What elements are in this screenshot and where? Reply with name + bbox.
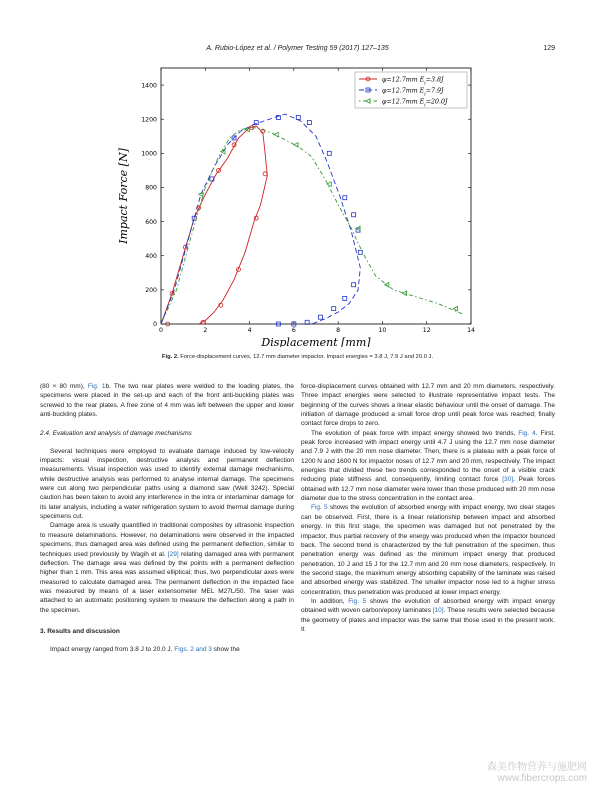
- legend-label-part: mm E: [405, 87, 425, 95]
- ref-29-link[interactable]: [29]: [167, 550, 179, 558]
- series-line-3: [161, 128, 462, 324]
- data-point-square: [332, 307, 336, 311]
- legend-label-part: i: [424, 102, 426, 108]
- ref-10-link[interactable]: [10]: [432, 607, 444, 615]
- left-column: [40, 382, 294, 655]
- right-column: [301, 382, 555, 634]
- text-run: . First, peak force increased with impact energy until 4.7 J using the 12.7 mm nose diameter and 7.9 J with the 20 mm nose diameter. Then, there is a plateau with a peak force of 1200 N and 1600 N for impactor noses of 12.7 mm and 20 mm, respectively. The impact energies that divided these two trends corresponded to the onset of a visible crack reducing plate stiffness and, consequently, limiting contact force: [301, 429, 555, 484]
- fig5-link[interactable]: Fig. 5: [348, 597, 367, 605]
- watermark: [487, 762, 587, 784]
- text-run: The evolution of peak force with impact energy showed two trends,: [311, 429, 519, 437]
- data-point-square: [343, 296, 347, 300]
- figs-2-3-link[interactable]: Figs. 2 and 3: [174, 646, 212, 654]
- fig4-link[interactable]: Fig. 4: [518, 429, 536, 437]
- text-run: . These results were selected because the geometry of plates and impactor was the same that those used in the present work. It: [301, 607, 555, 633]
- legend-label-part: =7.9J: [425, 87, 444, 95]
- data-point-square: [343, 196, 347, 200]
- text-run: show the: [211, 646, 240, 654]
- y-tick-label: 200: [145, 287, 157, 295]
- legend-label-part: =20.0J: [425, 98, 448, 106]
- y-tick-label: 400: [145, 252, 157, 260]
- legend-label-part: mm E: [405, 98, 425, 106]
- left-paragraph-2: Several techniques were employed to evaluate damage induced by low-velocity impacts: visual inspection, destructive analysis and permanent deflection measurements. Visual inspection was used to identify external damage mechanisms, while destructive analysis was performed to analyse internal damage. The specimens were cut along two perpendicular paths using a diamond saw (Well 3242). Special caution has been taken to avoid any interference in the intra or interlaminar damage for its later analysis, including a water refrigeration system to avoid thermal damage during specimens cut.: [40, 447, 294, 521]
- text-run: relating damaged area with permanent deflection. The damage area was defined by the points with a permanent deflection higher than 1 mm. This area was assumed elliptical; thus, two perpendicular axes were measured to calculate damaged area. The permanent deflection in the impacted face was measured by means of a laser extensometer MEL M27L/50. The laser was attached to an automatic positioning system to measure the deflection along a path in the specimen.: [40, 550, 294, 614]
- x-tick-label: 10: [378, 327, 387, 334]
- series-line-1: [161, 126, 267, 324]
- section-heading-3: 3. Results and discussion: [40, 627, 120, 635]
- ref-30-link[interactable]: [30]: [502, 476, 514, 484]
- data-point-square: [318, 315, 322, 319]
- x-tick-label: 2: [203, 327, 208, 334]
- y-axis-label: Impact Force [N]: [117, 148, 130, 244]
- data-point-triangle: [327, 182, 331, 187]
- text-run: shows the evolution of absorbed energy with impact energy obtained with woven carbon/epoxy laminates: [301, 597, 555, 615]
- figure-caption: [40, 354, 555, 360]
- left-paragraph-3: [40, 521, 294, 614]
- text-run: Damage area is usually quantified in traditional composites by ultrasonic inspection to measure delaminations. However, no delaminations were observed in the impacted specimens, thus damaged area was defined using the permanent deflection, similar to techniques used previously by Wagih et al.: [40, 522, 294, 558]
- x-tick-label: 0: [159, 327, 163, 334]
- x-axis-label: Displacement [mm]: [261, 336, 371, 347]
- data-point-square: [358, 250, 362, 254]
- data-point-circle: [263, 172, 267, 176]
- right-paragraph-2: [301, 429, 555, 504]
- figure-label: Fig. 2.: [161, 354, 179, 360]
- text-run: b. The two rear plates were welded to the loading plates, the specimens were placed in the set-up and each of the front anti-buckling plates was screwed to the rear plates. A free zone of 4 mm was left between the upper and lower anti-buckling plates.: [40, 383, 294, 419]
- right-paragraph-4: [301, 597, 555, 634]
- y-tick-label: 600: [145, 218, 157, 226]
- y-tick-label: 800: [145, 184, 157, 192]
- x-tick-label: 14: [467, 327, 475, 334]
- legend-label-part: φ=12.7: [382, 87, 406, 95]
- x-tick-label: 4: [247, 327, 252, 334]
- text-run: . Peak forces obtained with 12.7 mm nose diameter were lower than those produced with 20 mm nose diameter due to the stress concentration in the contact area.: [301, 476, 555, 503]
- text-run: Impact energy ranged from 3.8 J to 20.0 J.: [50, 646, 175, 654]
- x-tick-label: 6: [291, 327, 296, 334]
- page-number: 129: [543, 45, 555, 52]
- legend-label-part: mm E: [405, 76, 425, 84]
- left-paragraph-1: [40, 382, 294, 419]
- data-point-square: [352, 213, 356, 217]
- watermark-line-1: 森美作物营养与施肥网: [487, 762, 587, 773]
- legend-label-part: φ=12.7: [382, 98, 406, 106]
- running-header: [40, 45, 555, 59]
- running-title: A. Rubio-López et al. / Polymer Testing 59 (2017) 127–135: [206, 45, 389, 52]
- data-point-triangle: [294, 143, 298, 148]
- legend-label-part: i: [424, 80, 426, 86]
- text-run: In addition,: [311, 597, 349, 605]
- fig5-link[interactable]: Fig. 5: [311, 504, 328, 512]
- x-tick-label: 8: [336, 327, 341, 334]
- x-tick-label: 12: [422, 327, 431, 334]
- data-point-square: [307, 121, 311, 125]
- data-point-square: [352, 283, 356, 287]
- data-point-square: [296, 115, 300, 119]
- text-run: shows the evolution of absorbed energy with impact energy, two clear stages can be observed. First, there is a linear relationship between impact and absorbed energy. In this first stage, the specimen was damaged but not penetrated by the impactor, thus partial recovery of the energy was produced when the impactor bounced back. The second trend is characterized by the full penetration of the specimen, thus penetration energy was defined as the minimum impact energy that produced penetration, 10 J and 15 J for the 12.7 mm and 20 mm nose diameters, respectively. In the second stage, the maximum energy absorbing capability of the laminate was raised and absorbed energy was stabilized. The smaller impactor nose led to a higher stress concentration, thus penetration was produced at lower impact energy.: [301, 504, 555, 596]
- y-tick-label: 0: [153, 321, 157, 329]
- text-run: (80 × 80 mm),: [40, 383, 88, 390]
- y-tick-label: 1200: [141, 116, 157, 124]
- watermark-line-2: www.fibercrops.com: [497, 773, 587, 784]
- series-line-2: [161, 114, 360, 324]
- legend-label-part: φ=12.7: [382, 76, 406, 84]
- right-paragraph-3: [301, 503, 555, 596]
- y-tick-label: 1400: [141, 82, 157, 90]
- right-paragraph-1: force-displacement curves obtained with 12.7 mm and 20 mm diameters, respectively. Three impact energies were selected to illustrate representative impact tests. The beginning of the curves shows a linear elastic behaviour until the onset of damage. The initiation of damage produced a small force drop until peak force was reached; finally contact force drops to zero.: [301, 383, 555, 428]
- section-heading-2-4: 2.4. Evaluation and analysis of damage mechanisms: [40, 430, 192, 438]
- y-tick-label: 1000: [141, 150, 157, 158]
- data-point-triangle: [199, 192, 203, 197]
- caption-text: Force-displacement curves, 12.7 mm diameter impactor. Impact energies = 3.8 J, 7.9 J and 20.0 J.: [180, 354, 434, 360]
- data-point-square: [327, 151, 331, 155]
- legend-label-part: =3.8J: [425, 76, 444, 84]
- force-displacement-chart: [110, 62, 485, 347]
- fig1-link[interactable]: Fig. 1: [87, 383, 106, 390]
- data-point-triangle: [453, 306, 457, 311]
- left-paragraph-4: [40, 645, 294, 654]
- data-point-triangle: [274, 132, 278, 137]
- legend-label-part: i: [424, 91, 426, 97]
